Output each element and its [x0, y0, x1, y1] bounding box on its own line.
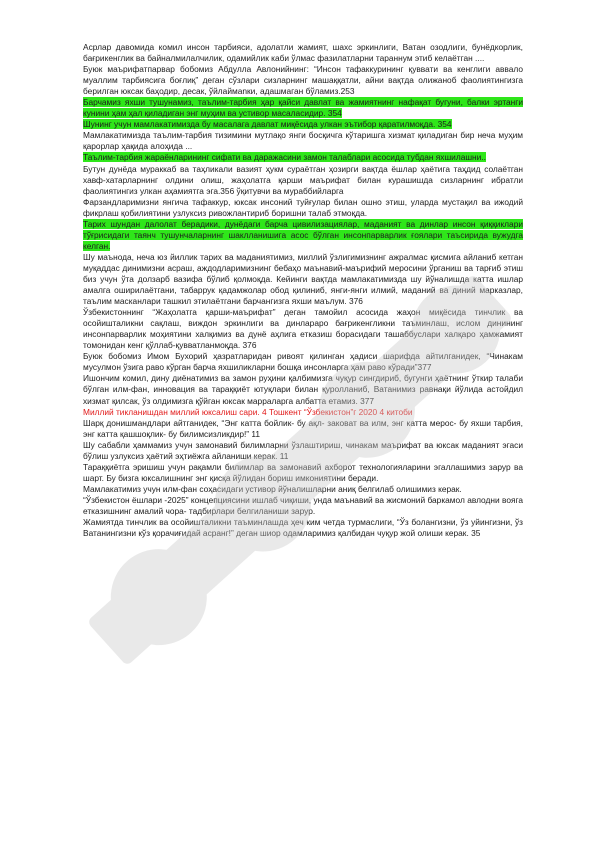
paragraph-highlighted: Тарих шундан далолат берадики, дунёдаги барча цивилизациялар, маданият ва динлар инсон қиққиклари тўғрисидаги таянч тушунчаларнинг шаклланишига асос бўлган инсонпарварлик ғоялари таъсирида вужудга келган. — [83, 218, 523, 251]
paragraph: Буюк бобомиз Имом Бухорий ҳазратларидан ривоят қилинган ҳадиси шарифда айтилганидек, “Чинакам мусулмон ўзига раво кўрган барча яхшиликларни бошқа инсонларга ҳам раво кўради”377 — [83, 351, 523, 373]
paragraph: Ўзбекистоннинг “Жаҳолатга қарши-маърифат” деган тамойил асосида жаҳон миқёсида тинчлик ва осойишталикни сақлаш, виждон эркинлиги ва динларaро бағрикенгликни таъминлаш, ислом динининг инсонпарварлик моҳиятини халқимиз ва дунё аҳлига етказиш борасидаги ташаббуслари халқаро ҳамжамият томонидан кенг қўллаб-қувватланмоқда. 376 — [83, 307, 523, 351]
paragraph-highlighted: Барчамиз яхши тушунамиз, таълим-тарбия ҳар қайси давлат ва жамиятнинг нафақат бугуни, балки эртанги кунини ҳам ҳал қиладиган энг муҳим ва устивор масаласидир. 354 — [83, 97, 523, 119]
paragraph: Асрлар давомида комил инсон тарбияси, адолатли жамият, шахс эркинлиги, Ватан озодлиги, бунёдкорлик, бағрикенглик ва байналмилалчилик, одамийлик каби ўлмас фазилатларни тараннум этиб келаётган .... — [83, 42, 523, 64]
paragraph-highlighted: Таълим-тарбия жараёнларининг сифати ва даражасини замон талаблари асосида тубдан яхшилашни.. — [83, 152, 486, 163]
paragraph: Буюк маърифатпарвар бобомиз Абдулла Авлонийнинг: “Инсон тафаккурининг қуввати ва кенглиги аввало муаллим тарбиясига боғлиқ” деган сўзлари сизларнинг машаққатли, айни вақтда олижаноб фаолиятингизга берилган юксак баҳодир, десак, ўйлаймanки, адашмаган бўламиз.253 — [83, 64, 523, 97]
paragraph-highlighted: Шунинг учун мамлакатимизда бу масалага давлат миқёсида улкан эътибор қаратилмоқда. 354 — [83, 119, 452, 130]
source-citation: Миллий тикланишдан миллий юксалиш сари. 4 Тошкент “Ўзбекистон”г 2020 4 китоби — [83, 406, 413, 417]
paragraph: Жамиятда тинчлик ва осойишталикни таъминлашда ҳеч ким четда турмаслиги, “Ўз болангизни, ўз уйингизни, ўз Ватанингизни кўз қорачиғидай асранг!” деган шиор одамларимиз қалбидан чуқур жой олиши керак. 35 — [83, 517, 523, 539]
paragraph: Шу сабабли ҳаммамиз учун замонавий билимларни ўзлаштириш, чинакам маърифат ва юксак маданият эгаси бўлиш узлуксиз ҳаётий эҳтиёжга айланиши керак. 11 — [83, 439, 523, 461]
paragraph: Тараққиётга эришиш учун рақамли билимлар ва замонавий ахборот технологияларини эгаллашимиз зарур ва шарт. Бу бизга юксалишнинг энг қисқа йўлидан бориш имкониятини беради. — [83, 461, 523, 483]
document-body — [83, 42, 523, 539]
paragraph: Шарқ донишмандлари айтганидек, “Энг катта бойлик- бу ақл- заковат ва илм, энг катта мерос- бу яхши тарбия, энг катта қашшоқлик- бу билимсизликдир!” 11 — [83, 417, 523, 439]
paragraph: Бутун дунёда мураккаб ва таҳликали вазият ҳукм сураётган ҳозирги вақтда ёшлар ҳаётига таҳдид солаётган хавф-хатарларнинг олдини олиш, жаҳолатга қарши маърифат билан курашишда сизларнинг ибратли фаолиятингиз улкан аҳамиятга эга.356 ўқитувчи ва мураббийларга — [83, 163, 523, 196]
paragraph: Мамлакатимиз учун илм-фан соҳасидаги устивор йўналишларни аниқ белгилаб олишимиз керак. — [83, 483, 462, 494]
paragraph: Ишончим комил, дину диёнатимиз ва замон руҳини қалбимизга чуқур сингдириб, бугунги ҳаётнинг ўткир талаби бўлган илм-фан, инновация ва тараққиёт ютуқлари билан қуролланиб, Ватанимиз равнақи йўлида астойдил хизмат қилсак, ўз олдимизга қўйган юксак марраларга албатта етамиз. 377 — [83, 373, 523, 406]
paragraph: Шу маънода, неча юз йиллик тарих ва маданиятимиз, миллий ўзлигимизнинг ажралмас қисмига айланиб кетган муқаддас динимизни асраш, аждодларимизнинг бебаҳо маънавий-маърифий меросини ўрганиш ва тарғиб этиш биз учун ўта долзарб вазифа бўлиб қолмоқда. Кейинги вақтда мамлакатимизда шу йўналишда катта ишлар амалга оширилаётгани, табаррук қадамжолар обод қилиниб, янги-янги илмий, маданий ва диний марказлар, таълим масканлари ташкил этилаётгани барчангизга яхши маълум. 376 — [83, 251, 523, 307]
paragraph: “Ўзбекистон ёшлари -2025” концепциясини ишлаб чиқиши, унда маънавий ва жисмоний баркамол авлодни вояга етказишнинг амалий чора- тадбирлари белгиланиши зарур. — [83, 494, 523, 516]
paragraph: Фарзандларимизни янгича тафаккур, юксак инсоний туйғулар билан ошно этиш, уларда мустақил ва ижодий фикрлаш қобилиятини узлуксиз ривожлантириб боришни талаб этмоқда. — [83, 196, 523, 218]
paragraph: Мамлакатимизда таълим-тарбия тизимини мутлақо янги босқичга кўтаришга хизмат қиладиган бир неча муҳим қарорлар ҳақида алоҳида ... — [83, 130, 523, 152]
